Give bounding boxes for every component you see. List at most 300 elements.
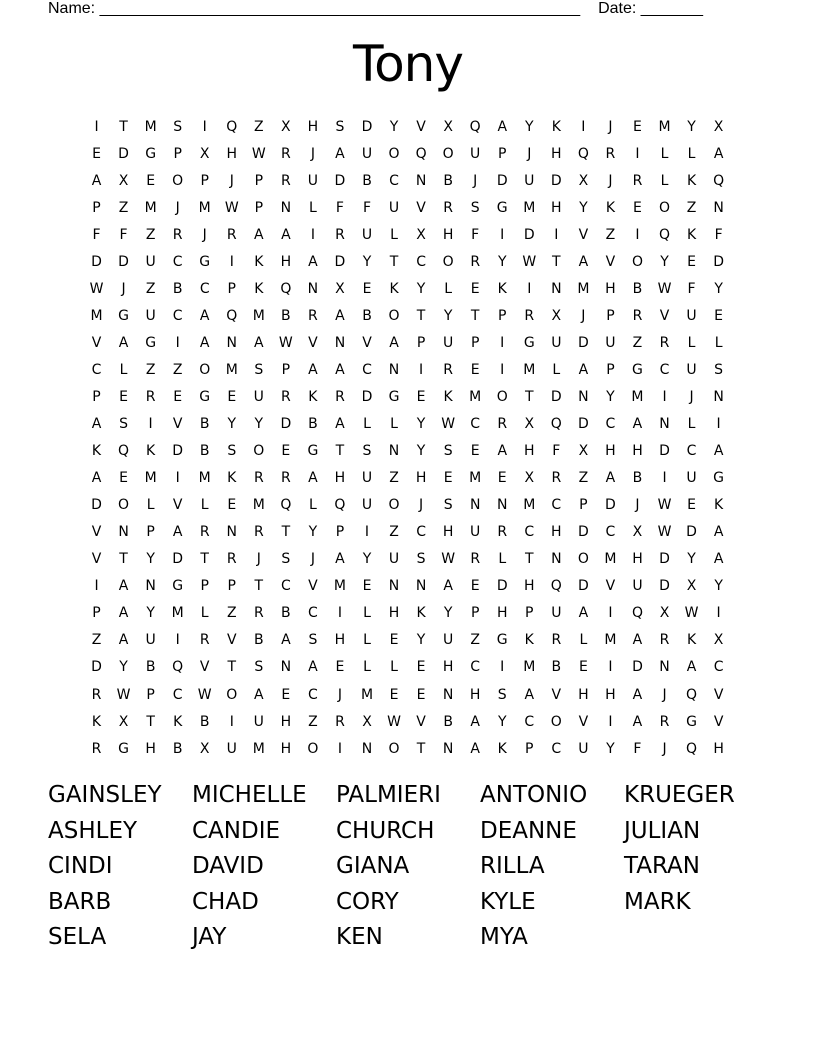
grid-letter[interactable]: F	[714, 226, 723, 243]
grid-letter[interactable]: R	[335, 713, 345, 730]
grid-letter[interactable]: N	[361, 740, 373, 757]
grid-letter[interactable]: A	[308, 253, 318, 270]
grid-letter[interactable]: W	[441, 416, 456, 433]
grid-letter[interactable]: V	[416, 118, 426, 135]
grid-letter[interactable]: C	[416, 253, 426, 270]
grid-letter[interactable]: U	[253, 713, 264, 730]
grid-letter[interactable]: O	[631, 253, 643, 270]
grid-letter[interactable]: R	[253, 605, 264, 622]
grid-letter[interactable]: D	[659, 551, 670, 568]
grid-letter[interactable]: S	[254, 659, 264, 676]
grid-letter[interactable]: H	[496, 605, 508, 622]
grid-letter[interactable]: H	[226, 145, 238, 162]
grid-letter[interactable]: S	[470, 199, 480, 216]
grid-letter[interactable]: T	[119, 118, 128, 135]
grid-letter[interactable]: H	[551, 145, 562, 162]
grid-letter[interactable]: Z	[605, 226, 616, 243]
grid-letter[interactable]: A	[308, 659, 318, 676]
grid-letter[interactable]: A	[199, 334, 210, 351]
grid-letter[interactable]: S	[416, 551, 426, 568]
grid-letter[interactable]: L	[363, 659, 371, 676]
grid-letter[interactable]: G	[118, 307, 129, 324]
grid-letter[interactable]: Y	[660, 253, 669, 270]
grid-letter[interactable]: E	[281, 686, 291, 703]
grid-letter[interactable]: J	[635, 497, 640, 514]
grid-letter[interactable]: N	[226, 334, 237, 351]
grid-letter[interactable]: Y	[606, 388, 615, 405]
grid-letter[interactable]: C	[605, 524, 616, 541]
grid-letter[interactable]: O	[442, 145, 454, 162]
grid-letter[interactable]: N	[226, 524, 237, 541]
grid-letter[interactable]: H	[551, 524, 562, 541]
grid-letter[interactable]: D	[334, 172, 346, 189]
grid-letter[interactable]: G	[145, 145, 157, 162]
grid-letter[interactable]: G	[496, 632, 508, 649]
grid-letter[interactable]: X	[362, 713, 372, 730]
grid-letter[interactable]: C	[308, 605, 318, 622]
grid-letter[interactable]: P	[498, 307, 507, 324]
grid-letter[interactable]: A	[118, 578, 129, 595]
grid-letter[interactable]: O	[253, 443, 265, 460]
grid-letter[interactable]: M	[469, 470, 482, 487]
grid-letter[interactable]: O	[388, 307, 400, 324]
grid-letter[interactable]: P	[525, 740, 534, 757]
grid-letter[interactable]: V	[91, 524, 102, 541]
grid-letter[interactable]: H	[442, 524, 454, 541]
grid-letter[interactable]: E	[362, 578, 372, 595]
grid-letter[interactable]: B	[145, 659, 156, 676]
grid-letter[interactable]: M	[360, 686, 374, 703]
grid-letter[interactable]: N	[551, 280, 562, 297]
grid-letter[interactable]: E	[146, 172, 156, 189]
grid-letter[interactable]: G	[307, 443, 319, 460]
grid-letter[interactable]: A	[254, 686, 264, 703]
grid-letter[interactable]: E	[416, 686, 426, 703]
grid-letter[interactable]: E	[227, 497, 237, 514]
grid-letter[interactable]: P	[200, 578, 209, 595]
grid-letter[interactable]: O	[550, 713, 562, 730]
grid-letter[interactable]: P	[92, 605, 101, 622]
grid-letter[interactable]: C	[524, 713, 535, 730]
grid-letter[interactable]: L	[444, 280, 453, 297]
grid-letter[interactable]: V	[172, 416, 183, 433]
grid-letter[interactable]: G	[145, 334, 157, 351]
grid-letter[interactable]: U	[632, 578, 643, 595]
grid-letter[interactable]: I	[175, 632, 180, 649]
grid-letter[interactable]: B	[199, 443, 210, 460]
grid-letter[interactable]: D	[496, 172, 508, 189]
grid-letter[interactable]: H	[632, 443, 643, 460]
grid-letter[interactable]: G	[713, 470, 725, 487]
grid-letter[interactable]: E	[92, 145, 101, 162]
grid-letter[interactable]: B	[199, 416, 210, 433]
grid-letter[interactable]: F	[362, 199, 372, 216]
grid-letter[interactable]: P	[606, 307, 615, 324]
grid-letter[interactable]: C	[713, 659, 724, 676]
grid-letter[interactable]: J	[337, 686, 343, 703]
grid-letter[interactable]: L	[200, 497, 209, 514]
grid-letter[interactable]: M	[604, 632, 617, 649]
grid-letter[interactable]: C	[416, 524, 426, 541]
grid-letter[interactable]: E	[470, 443, 480, 460]
grid-letter[interactable]: N	[280, 659, 292, 676]
grid-letter[interactable]: N	[118, 524, 129, 541]
grid-letter[interactable]: H	[442, 226, 454, 243]
grid-letter[interactable]: P	[281, 361, 291, 378]
grid-letter[interactable]: W	[224, 199, 239, 216]
grid-letter[interactable]: R	[253, 470, 264, 487]
grid-letter[interactable]: A	[713, 524, 724, 541]
grid-letter[interactable]: K	[524, 632, 534, 649]
grid-letter[interactable]: K	[308, 388, 318, 405]
grid-letter[interactable]: B	[172, 740, 183, 757]
grid-letter[interactable]: R	[335, 226, 345, 243]
grid-letter[interactable]: M	[469, 388, 482, 405]
grid-letter[interactable]: G	[632, 361, 643, 378]
grid-letter[interactable]: Z	[226, 605, 237, 622]
grid-letter[interactable]: P	[146, 524, 155, 541]
grid-letter[interactable]: A	[632, 713, 643, 730]
grid-letter[interactable]: N	[280, 199, 292, 216]
grid-letter[interactable]: Q	[550, 416, 562, 433]
grid-letter[interactable]: A	[497, 118, 508, 135]
grid-letter[interactable]: D	[361, 118, 373, 135]
grid-letter[interactable]: Q	[334, 497, 346, 514]
grid-letter[interactable]: S	[254, 361, 264, 378]
grid-letter[interactable]: R	[226, 551, 237, 568]
grid-letter[interactable]: A	[524, 686, 535, 703]
grid-letter[interactable]: A	[118, 632, 129, 649]
grid-letter[interactable]: N	[713, 388, 724, 405]
grid-letter[interactable]: Y	[227, 416, 237, 433]
grid-letter[interactable]: Y	[497, 253, 507, 270]
grid-letter[interactable]: E	[497, 470, 507, 487]
grid-letter[interactable]: J	[581, 307, 586, 324]
grid-letter[interactable]: R	[199, 632, 210, 649]
grid-letter[interactable]: O	[577, 551, 589, 568]
grid-letter[interactable]: Y	[579, 199, 588, 216]
grid-letter[interactable]: Z	[578, 470, 589, 487]
grid-letter[interactable]: O	[388, 740, 400, 757]
grid-letter[interactable]: W	[657, 497, 672, 514]
grid-letter[interactable]: Q	[686, 740, 698, 757]
grid-letter[interactable]: M	[252, 497, 265, 514]
grid-letter[interactable]: V	[551, 686, 562, 703]
grid-letter[interactable]: W	[89, 280, 104, 297]
grid-letter[interactable]: H	[415, 470, 427, 487]
grid-letter[interactable]: V	[605, 578, 616, 595]
grid-letter[interactable]: J	[608, 172, 613, 189]
grid-letter[interactable]: R	[280, 145, 291, 162]
grid-letter[interactable]: J	[310, 551, 315, 568]
grid-letter[interactable]: W	[387, 713, 401, 730]
grid-letter[interactable]: H	[145, 740, 156, 757]
grid-letter[interactable]: M	[523, 361, 536, 378]
grid-letter[interactable]: Z	[172, 361, 183, 378]
grid-letter[interactable]: W	[251, 145, 266, 162]
grid-letter[interactable]: P	[173, 145, 182, 162]
grid-letter[interactable]: A	[713, 551, 724, 568]
grid-letter[interactable]: Q	[469, 118, 481, 135]
grid-letter[interactable]: Y	[254, 416, 264, 433]
grid-letter[interactable]: P	[254, 172, 264, 189]
grid-letter[interactable]: I	[500, 361, 505, 378]
grid-letter[interactable]: L	[390, 659, 398, 676]
grid-letter[interactable]: P	[579, 497, 588, 514]
grid-letter[interactable]: D	[577, 578, 589, 595]
grid-letter[interactable]: B	[199, 713, 210, 730]
grid-letter[interactable]: K	[173, 713, 183, 730]
grid-letter[interactable]: J	[175, 199, 180, 216]
grid-letter[interactable]: W	[197, 686, 212, 703]
grid-letter[interactable]: I	[581, 118, 586, 135]
grid-letter[interactable]: M	[604, 551, 617, 568]
grid-letter[interactable]: U	[388, 551, 400, 568]
grid-letter[interactable]: M	[631, 388, 644, 405]
grid-letter[interactable]: A	[713, 443, 724, 460]
grid-letter[interactable]: D	[659, 578, 670, 595]
grid-letter[interactable]: Y	[308, 524, 318, 541]
grid-letter[interactable]: N	[442, 686, 454, 703]
grid-letter[interactable]: R	[470, 551, 481, 568]
grid-letter[interactable]: D	[605, 497, 616, 514]
grid-letter[interactable]: F	[687, 280, 696, 297]
grid-letter[interactable]: P	[606, 361, 615, 378]
grid-letter[interactable]: I	[608, 659, 613, 676]
grid-letter[interactable]: I	[527, 280, 532, 297]
grid-letter[interactable]: M	[144, 199, 157, 216]
grid-letter[interactable]: H	[605, 686, 616, 703]
grid-letter[interactable]: L	[308, 199, 317, 216]
grid-letter[interactable]: I	[94, 578, 99, 595]
grid-letter[interactable]: Q	[631, 605, 643, 622]
grid-letter[interactable]: B	[281, 307, 291, 324]
grid-letter[interactable]: V	[172, 497, 183, 514]
grid-letter[interactable]: B	[443, 713, 453, 730]
grid-letter[interactable]: T	[281, 524, 291, 541]
grid-letter[interactable]: L	[119, 361, 128, 378]
grid-letter[interactable]: D	[523, 226, 535, 243]
grid-letter[interactable]: B	[362, 172, 372, 189]
grid-letter[interactable]: C	[172, 253, 183, 270]
grid-letter[interactable]: H	[307, 118, 319, 135]
grid-letter[interactable]: A	[335, 145, 345, 162]
grid-letter[interactable]: S	[335, 118, 345, 135]
grid-letter[interactable]: I	[635, 226, 640, 243]
grid-letter[interactable]: Y	[416, 416, 426, 433]
grid-letter[interactable]: C	[659, 361, 670, 378]
grid-letter[interactable]: Z	[389, 470, 399, 487]
grid-letter[interactable]: C	[280, 578, 291, 595]
grid-letter[interactable]: W	[657, 280, 672, 297]
grid-letter[interactable]: Y	[362, 551, 372, 568]
grid-letter[interactable]: X	[443, 118, 453, 135]
grid-letter[interactable]: H	[578, 686, 589, 703]
grid-letter[interactable]: H	[713, 740, 724, 757]
grid-letter[interactable]: S	[714, 361, 724, 378]
grid-letter[interactable]: R	[551, 470, 562, 487]
grid-letter[interactable]: X	[578, 172, 589, 189]
grid-letter[interactable]: C	[172, 307, 183, 324]
grid-letter[interactable]: T	[200, 551, 209, 568]
grid-letter[interactable]: A	[118, 334, 129, 351]
date-field-label[interactable]: Date: _______	[598, 0, 704, 17]
grid-letter[interactable]: N	[713, 199, 724, 216]
grid-letter[interactable]: A	[578, 605, 589, 622]
grid-letter[interactable]: D	[659, 443, 670, 460]
grid-letter[interactable]: Z	[632, 334, 643, 351]
grid-letter[interactable]: A	[578, 361, 589, 378]
grid-letter[interactable]: Q	[226, 307, 238, 324]
grid-letter[interactable]: V	[308, 334, 318, 351]
grid-letter[interactable]: E	[335, 659, 345, 676]
grid-letter[interactable]: A	[335, 307, 345, 324]
grid-letter[interactable]: A	[632, 416, 643, 433]
grid-letter[interactable]: R	[280, 470, 291, 487]
grid-letter[interactable]: G	[686, 713, 697, 730]
grid-letter[interactable]: U	[551, 605, 562, 622]
grid-letter[interactable]: J	[202, 226, 207, 243]
grid-letter[interactable]: B	[308, 416, 318, 433]
grid-letter[interactable]: J	[121, 280, 126, 297]
grid-letter[interactable]: E	[389, 686, 399, 703]
grid-letter[interactable]: X	[713, 118, 724, 135]
grid-letter[interactable]: Q	[686, 686, 698, 703]
grid-letter[interactable]: C	[551, 740, 562, 757]
grid-letter[interactable]: A	[199, 307, 210, 324]
grid-letter[interactable]: L	[146, 497, 155, 514]
grid-letter[interactable]: T	[524, 551, 534, 568]
grid-letter[interactable]: Z	[118, 199, 129, 216]
grid-letter[interactable]: Z	[470, 632, 480, 649]
grid-letter[interactable]: T	[416, 740, 426, 757]
grid-letter[interactable]: L	[687, 145, 696, 162]
name-field-label[interactable]: Name: ______________________________________________________	[48, 0, 581, 17]
grid-letter[interactable]: T	[524, 388, 534, 405]
grid-letter[interactable]: D	[496, 578, 508, 595]
grid-letter[interactable]: E	[443, 470, 453, 487]
grid-letter[interactable]: O	[442, 253, 454, 270]
grid-letter[interactable]: C	[686, 443, 697, 460]
grid-letter[interactable]: H	[334, 632, 346, 649]
grid-letter[interactable]: P	[254, 199, 264, 216]
grid-letter[interactable]: S	[362, 443, 372, 460]
grid-letter[interactable]: E	[687, 253, 696, 270]
grid-letter[interactable]: A	[389, 334, 399, 351]
grid-letter[interactable]: O	[307, 740, 319, 757]
grid-letter[interactable]: V	[308, 578, 318, 595]
grid-letter[interactable]: Y	[687, 551, 696, 568]
grid-letter[interactable]: P	[525, 605, 534, 622]
grid-letter[interactable]: I	[419, 361, 424, 378]
grid-letter[interactable]: H	[334, 470, 346, 487]
grid-letter[interactable]: N	[415, 172, 427, 189]
grid-letter[interactable]: C	[362, 361, 372, 378]
grid-letter[interactable]: D	[577, 524, 589, 541]
grid-letter[interactable]: Y	[606, 740, 615, 757]
grid-letter[interactable]: R	[253, 524, 264, 541]
grid-letter[interactable]: M	[90, 307, 103, 324]
grid-letter[interactable]: D	[686, 524, 697, 541]
grid-letter[interactable]: G	[199, 253, 211, 270]
grid-letter[interactable]: U	[524, 172, 535, 189]
grid-letter[interactable]: T	[335, 443, 345, 460]
grid-letter[interactable]: B	[362, 307, 372, 324]
grid-letter[interactable]: N	[334, 334, 346, 351]
grid-letter[interactable]: E	[416, 659, 426, 676]
grid-letter[interactable]: C	[199, 280, 210, 297]
grid-letter[interactable]: Y	[362, 253, 372, 270]
grid-letter[interactable]: S	[173, 118, 183, 135]
grid-letter[interactable]: R	[605, 145, 616, 162]
grid-letter[interactable]: Q	[118, 443, 130, 460]
grid-letter[interactable]: E	[470, 361, 480, 378]
grid-letter[interactable]: O	[118, 497, 130, 514]
grid-letter[interactable]: D	[172, 443, 184, 460]
grid-letter[interactable]: K	[686, 172, 697, 189]
grid-letter[interactable]: F	[335, 199, 344, 216]
grid-letter[interactable]: A	[335, 416, 345, 433]
grid-letter[interactable]: F	[552, 443, 561, 460]
grid-letter[interactable]: D	[550, 388, 562, 405]
grid-letter[interactable]: Z	[389, 524, 399, 541]
grid-letter[interactable]: D	[577, 416, 589, 433]
grid-letter[interactable]: B	[281, 605, 291, 622]
grid-letter[interactable]: R	[226, 226, 237, 243]
grid-letter[interactable]: Y	[416, 280, 426, 297]
grid-letter[interactable]: R	[172, 226, 183, 243]
grid-letter[interactable]: Q	[172, 659, 184, 676]
grid-letter[interactable]: O	[388, 497, 400, 514]
grid-letter[interactable]: D	[91, 497, 102, 514]
grid-letter[interactable]: Z	[254, 118, 264, 135]
grid-letter[interactable]: R	[308, 307, 318, 324]
grid-letter[interactable]: L	[390, 226, 398, 243]
grid-letter[interactable]: H	[469, 686, 481, 703]
grid-letter[interactable]: R	[497, 524, 508, 541]
grid-letter[interactable]: N	[551, 551, 562, 568]
grid-letter[interactable]: S	[281, 551, 291, 568]
grid-letter[interactable]: L	[714, 334, 723, 351]
grid-letter[interactable]: X	[524, 416, 535, 433]
grid-letter[interactable]: A	[308, 470, 318, 487]
grid-letter[interactable]: I	[310, 226, 315, 243]
grid-letter[interactable]: U	[470, 145, 481, 162]
grid-letter[interactable]: U	[361, 470, 373, 487]
grid-letter[interactable]: P	[335, 524, 345, 541]
grid-letter[interactable]: D	[118, 145, 129, 162]
grid-letter[interactable]: S	[443, 443, 453, 460]
grid-letter[interactable]: Y	[416, 632, 426, 649]
grid-letter[interactable]: Z	[145, 361, 156, 378]
grid-letter[interactable]: X	[578, 443, 589, 460]
grid-letter[interactable]: I	[500, 659, 505, 676]
grid-letter[interactable]: O	[658, 199, 671, 216]
grid-letter[interactable]: U	[145, 632, 156, 649]
grid-letter[interactable]: M	[577, 280, 590, 297]
grid-letter[interactable]: E	[633, 199, 642, 216]
grid-letter[interactable]: E	[281, 443, 291, 460]
grid-letter[interactable]: S	[119, 416, 129, 433]
grid-letter[interactable]: E	[687, 497, 696, 514]
grid-letter[interactable]: X	[118, 172, 129, 189]
grid-letter[interactable]: M	[144, 118, 157, 135]
grid-letter[interactable]: J	[256, 551, 261, 568]
grid-letter[interactable]: D	[550, 172, 562, 189]
grid-letter[interactable]: L	[363, 605, 371, 622]
grid-letter[interactable]: S	[227, 443, 237, 460]
grid-letter[interactable]: U	[686, 307, 697, 324]
